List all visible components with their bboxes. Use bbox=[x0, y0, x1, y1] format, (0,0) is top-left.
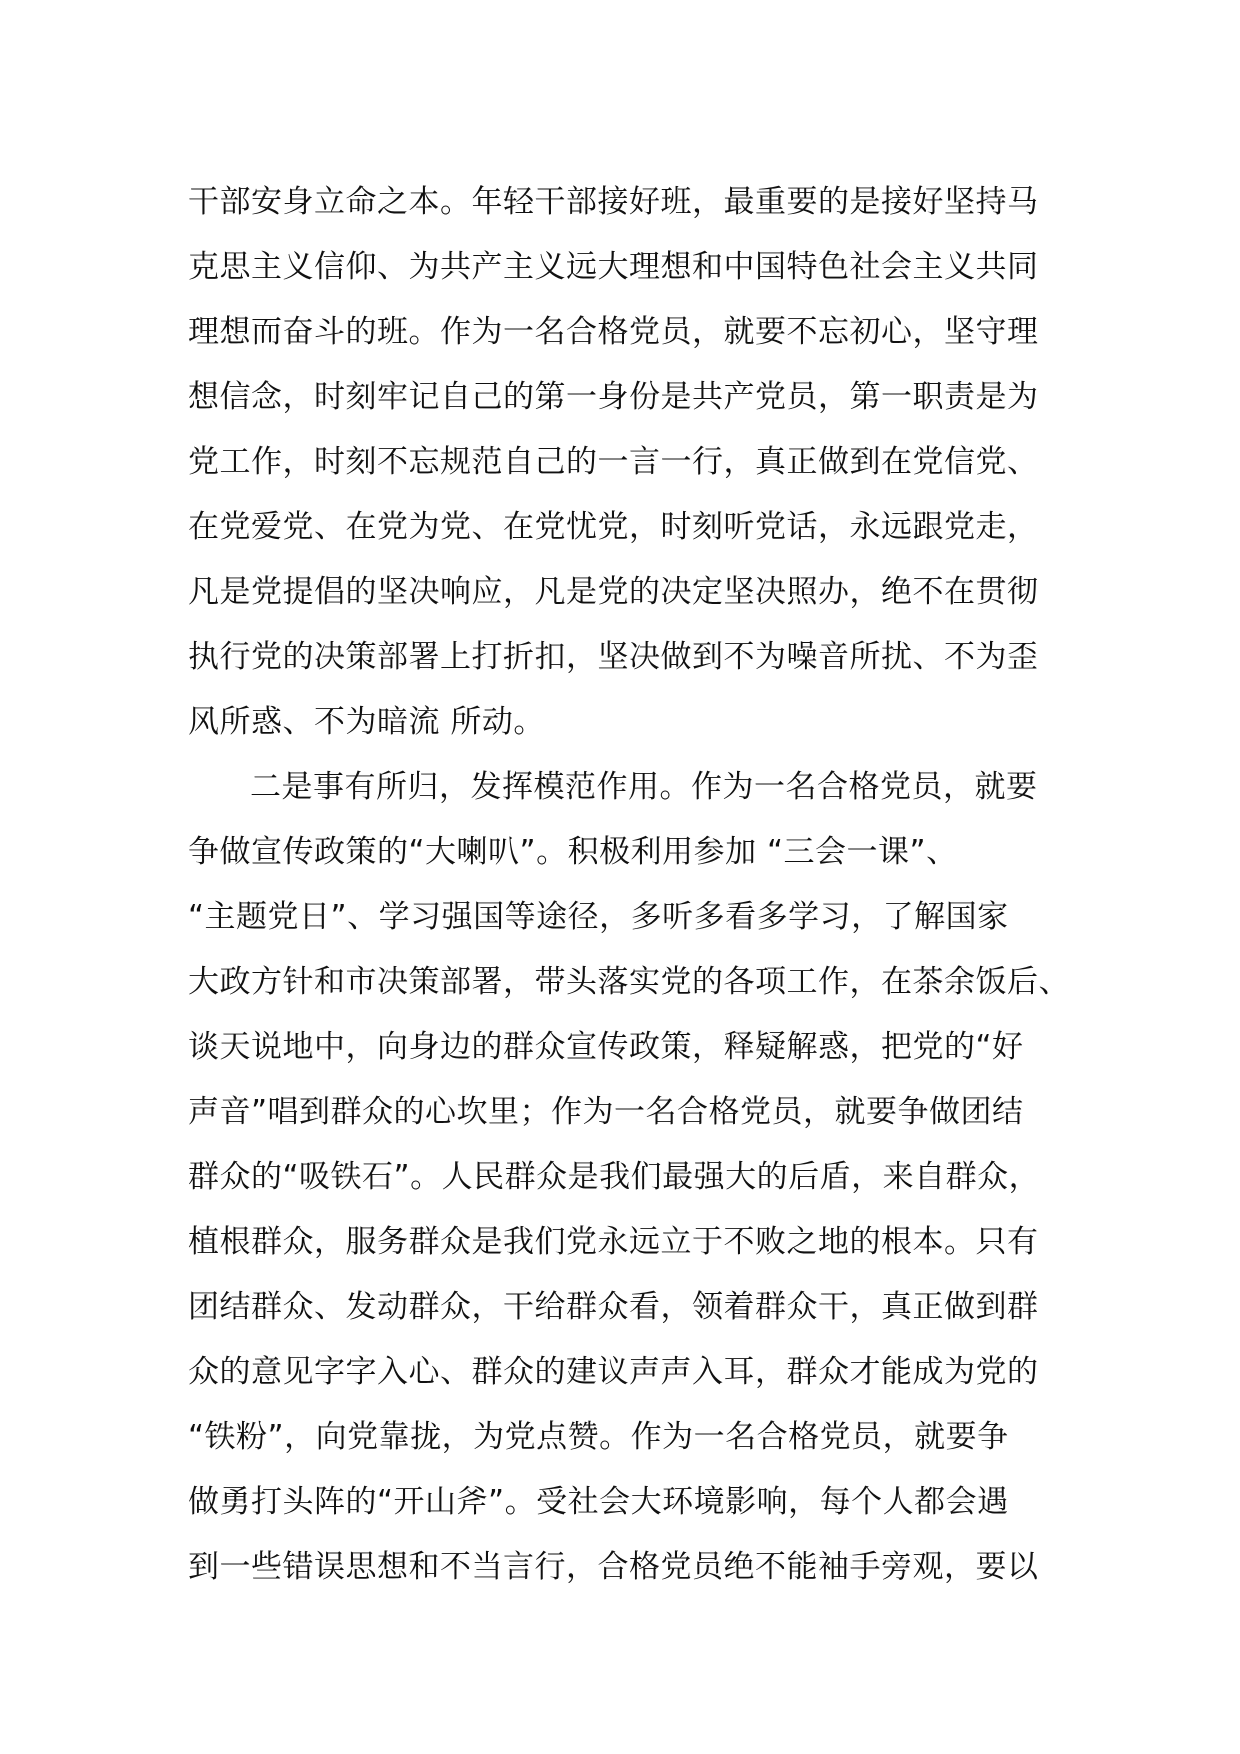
text-line: 理想而奋斗的班。作为一名合格党员，就要不忘初心，坚守理 bbox=[188, 314, 1039, 350]
text-line: 凡是党提倡的坚决响应，凡是党的决定坚决照办，绝不在贯彻 bbox=[188, 574, 1039, 610]
text-line: 争做宣传政策的“大喇叭”。积极利用参加 “三会一课”、 bbox=[188, 834, 958, 870]
text-line: 在党爱党、在党为党、在党忧党，时刻听党话，永远跟党走， bbox=[188, 509, 1039, 545]
text-line: “铁粉”，向党靠拢，为党点赞。作为一名合格党员，就要争 bbox=[188, 1419, 1009, 1455]
text-line: 声音”唱到群众的心坎里；作为一名合格党员，就要争做团结 bbox=[188, 1094, 1024, 1130]
text-line: 克思主义信仰、为共产主义远大理想和中国特色社会主义共同 bbox=[188, 249, 1039, 285]
text-line: 群众的“吸铁石”。人民群众是我们最强大的后盾，来自群众， bbox=[188, 1159, 1041, 1195]
text-line: 风所惑、不为暗流 所动。 bbox=[188, 704, 545, 740]
body-text bbox=[188, 170, 1088, 1600]
text-line: 到一些错误思想和不当言行，合格党员绝不能袖手旁观，要以 bbox=[188, 1549, 1039, 1585]
text-line: 大政方针和市决策部署，带头落实党的各项工作，在茶余饭后、 bbox=[188, 964, 1070, 1000]
text-line: 想信念，时刻牢记自己的第一身份是共产党员，第一职责是为 bbox=[188, 379, 1039, 415]
text-line: “主题党日”、学习强国等途径，多听多看多学习，了解国家 bbox=[188, 899, 1009, 935]
text-line: 执行党的决策部署上打折扣，坚决做到不为噪音所扰、不为歪 bbox=[188, 639, 1039, 675]
text-line: 植根群众，服务群众是我们党永远立于不败之地的根本。只有 bbox=[188, 1224, 1039, 1260]
text-line: 做勇打头阵的“开山斧”。受社会大环境影响，每个人都会遇 bbox=[188, 1484, 1009, 1520]
text-line: 党工作，时刻不忘规范自己的一言一行，真正做到在党信党、 bbox=[188, 444, 1039, 480]
text-line: 团结群众、发动群众，干给群众看，领着群众干，真正做到群 bbox=[188, 1289, 1039, 1325]
text-line: 谈天说地中，向身边的群众宣传政策，释疑解惑，把党的“好 bbox=[188, 1029, 1024, 1065]
text-line: 众的意见字字入心、群众的建议声声入耳，群众才能成为党的 bbox=[188, 1354, 1039, 1390]
paragraph-start-line: 二是事有所归，发挥模范作用。作为一名合格党员，就要 bbox=[250, 769, 1038, 805]
text-line: 干部安身立命之本。年轻干部接好班，最重要的是接好坚持马 bbox=[188, 184, 1039, 220]
